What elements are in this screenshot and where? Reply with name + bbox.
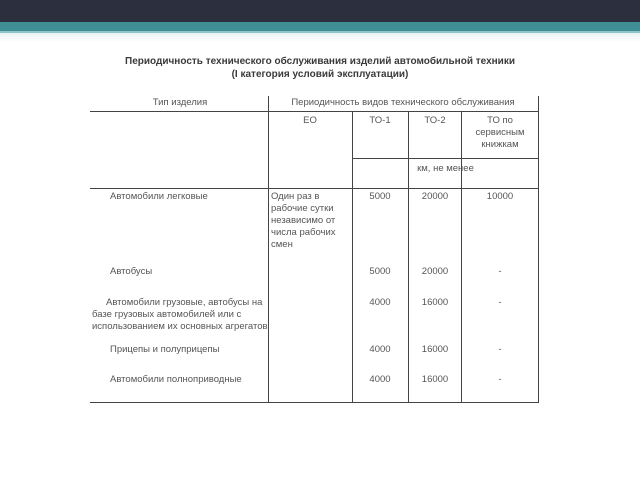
header-teal-bar [0, 22, 640, 31]
table-row-to1: 4000 [369, 344, 391, 355]
type-line: базе грузовых автомобилей или с [92, 309, 242, 320]
row-line [90, 402, 539, 403]
header-eo: ЕО [303, 115, 317, 126]
column-line [408, 111, 409, 402]
table-row-type [92, 297, 268, 333]
table-row-type: Автобусы [110, 266, 153, 277]
header-to1: ТО-1 [369, 115, 391, 126]
table-row-service: - [498, 374, 502, 385]
eo-note-line: числа рабочих [271, 227, 336, 238]
title-line-2: (I категория условий эксплуатации) [231, 69, 409, 80]
column-line [268, 96, 269, 402]
type-line: Автомобили грузовые, автобусы на [106, 297, 263, 308]
table-row-to1: 5000 [369, 191, 391, 202]
table-row-type: Прицепы и полуприцепы [110, 344, 220, 355]
header-periodicity: Периодичность видов технического обслуживания [291, 97, 515, 108]
header-dark-bar [0, 0, 640, 22]
row-line [352, 158, 539, 159]
table-row-to2: 16000 [421, 297, 449, 308]
table-row-to2: 20000 [421, 191, 449, 202]
table-row-service: - [498, 344, 502, 355]
table-row-to2: 16000 [421, 374, 449, 385]
eo-note [271, 191, 336, 251]
table-row-to2: 20000 [421, 266, 449, 277]
table-row-type: Автомобили легковые [110, 191, 208, 202]
slide-title [90, 55, 550, 81]
table-row-service: - [498, 297, 502, 308]
header-unit: км, не менее [417, 163, 474, 174]
to-service-line: сервисным [475, 127, 525, 138]
table-row-to2: 16000 [421, 344, 449, 355]
header-type: Тип изделия [152, 97, 208, 108]
header-fade [0, 33, 640, 42]
row-line [90, 111, 539, 112]
table-row-type: Автомобили полноприводные [110, 374, 242, 385]
to-service-line: ТО по [487, 115, 513, 126]
table-row-to1: 5000 [369, 266, 391, 277]
header-to2: ТО-2 [424, 115, 446, 126]
column-line [538, 96, 539, 402]
table-row-to1: 4000 [369, 297, 391, 308]
row-line [90, 188, 539, 189]
column-line [352, 111, 353, 402]
type-line: использованием их основных агрегатов [92, 321, 268, 332]
eo-note-line: рабочие сутки [271, 203, 334, 214]
table-row-service: - [498, 266, 502, 277]
title-line-1: Периодичность технического обслуживания изделий автомобильной техники [125, 56, 515, 67]
column-line [461, 111, 462, 402]
table-row-service: 10000 [486, 191, 514, 202]
header-to-service [463, 115, 537, 151]
to-service-line: книжкам [481, 139, 519, 150]
eo-note-line: независимо от [271, 215, 336, 226]
table-row-to1: 4000 [369, 374, 391, 385]
eo-note-line: смен [271, 239, 293, 250]
eo-note-line: Один раз в [271, 191, 320, 202]
